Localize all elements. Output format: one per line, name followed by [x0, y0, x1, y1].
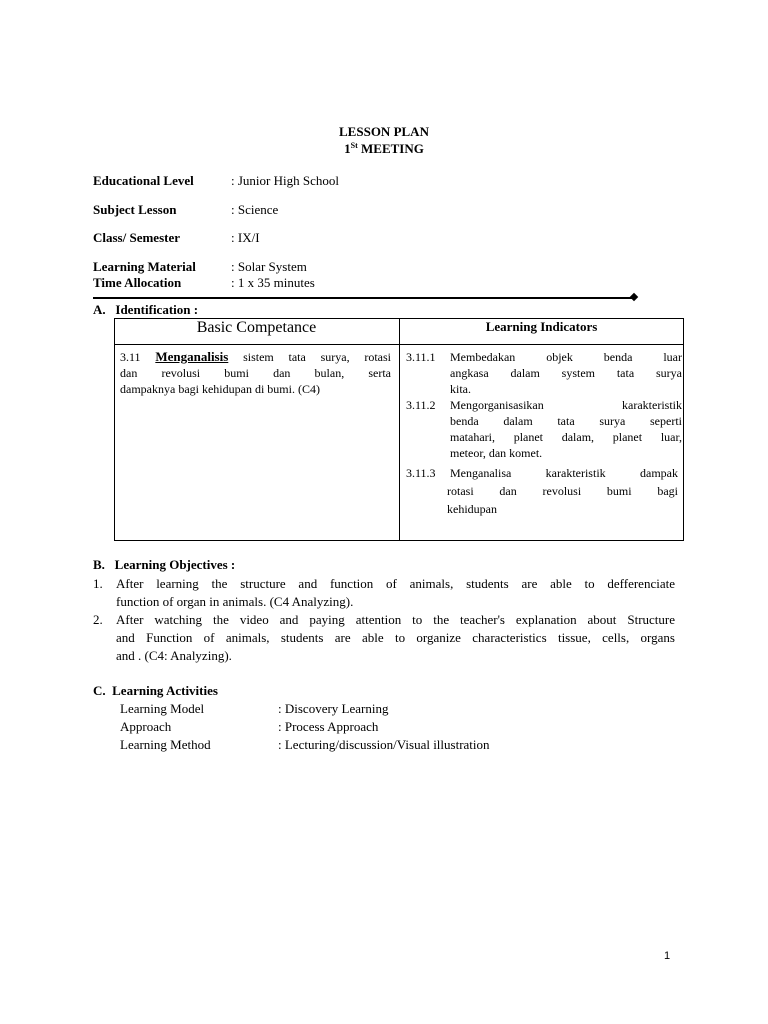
- page-number: 1: [664, 950, 671, 962]
- table-header-learning-indicators: Learning Indicators: [485, 319, 598, 334]
- meeting-title: [0, 141, 768, 157]
- class-semester-value: : IX/I: [231, 230, 260, 245]
- approach-label: Approach: [120, 719, 172, 734]
- table-header-basic-competance: Basic Competance: [196, 319, 317, 336]
- section-divider: [93, 297, 635, 299]
- identification-heading: A. Identification :: [93, 302, 199, 317]
- objective-item-2: 2. After watching the video and paying attention to the teacher's explanation about Structure and Function of animals, students are able to organize characteristics tissue, cells, organs and . (C4: Analyzing).: [93, 612, 675, 663]
- learning-material-value: : Solar System: [231, 259, 307, 274]
- indicator-number: 3.11.3: [406, 466, 436, 480]
- learning-method-value: : Lecturing/discussion/Visual illustration: [278, 737, 490, 752]
- competence-verb: Menganalisis: [155, 349, 229, 364]
- educational-level-label: Educational Level: [93, 173, 194, 188]
- competence-text: 3.11 Menganalisis sistem tata surya, rotasi dan revolusi bumi dan bulan, serta dampaknya bagi kehidupan di bumi. (C4): [120, 349, 391, 396]
- objective-item-1: 1. After learning the structure and function of animals, students are able to defferenciate function of organ in animals. (C4 Analyzing).: [93, 576, 675, 609]
- indicator-3-11-3: 3.11.3 Menganalisa karakteristik dampak rotasi dan revolusi bumi bagi kehidupan: [406, 466, 678, 516]
- table-column-divider: [399, 318, 400, 541]
- objective-number: 1.: [93, 576, 103, 591]
- page-title: LESSON PLAN: [339, 124, 429, 139]
- table-header-divider: [114, 344, 684, 345]
- activities-heading: C. Learning Activities: [93, 683, 218, 698]
- learning-model-value: : Discovery Learning: [278, 701, 389, 716]
- time-allocation-value: : 1 x 35 minutes: [231, 275, 315, 290]
- class-semester-label: Class/ Semester: [93, 230, 181, 245]
- time-allocation-label: Time Allocation: [93, 275, 182, 290]
- objective-number: 2.: [93, 612, 103, 627]
- learning-method-label: Learning Method: [120, 737, 211, 752]
- meeting-word: MEETING: [357, 141, 424, 156]
- indicator-3-11-2: 3.11.2 Mengorganisasikan karakteristik benda dalam tata surya seperti matahari, planet dalam, planet luar, meteor, dan komet.: [406, 398, 682, 460]
- indicator-number: 3.11.2: [406, 398, 436, 412]
- objectives-heading: B. Learning Objectives :: [93, 557, 236, 572]
- indicator-3-11-1: 3.11.1 Membedakan objek benda luar angkasa dalam system tata surya kita.: [406, 350, 682, 396]
- learning-material-label: Learning Material: [93, 259, 196, 274]
- subject-lesson-label: Subject Lesson: [93, 202, 177, 217]
- indicator-number: 3.11.1: [406, 350, 436, 364]
- meeting-superscript: St: [350, 141, 358, 150]
- approach-value: : Process Approach: [278, 719, 379, 734]
- subject-lesson-value: : Science: [231, 202, 279, 217]
- educational-level-value: : Junior High School: [231, 173, 339, 188]
- learning-model-label: Learning Model: [120, 701, 205, 716]
- divider-diamond-icon: [630, 293, 638, 301]
- meeting-number: 1: [344, 141, 351, 156]
